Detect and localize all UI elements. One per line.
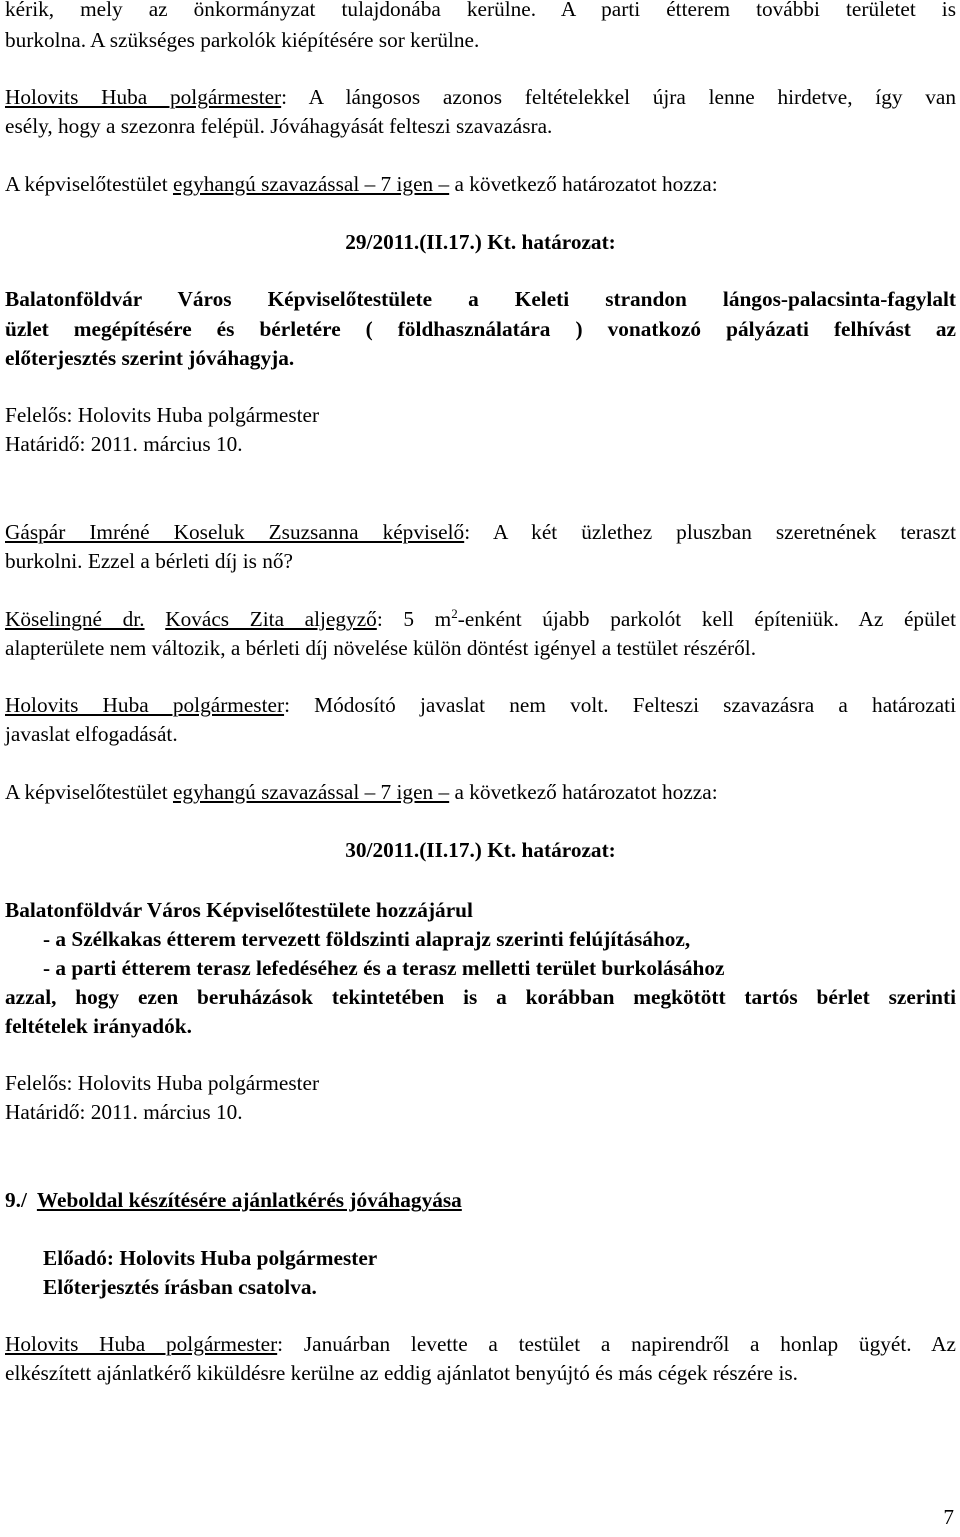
agenda-number: 9./ <box>5 1188 27 1212</box>
speech-text: : A lángosos azonos feltételekkel újra lenne hirdetve, így van <box>281 85 956 109</box>
resolution-title: 30/2011.(II.17.) Kt. határozat: <box>345 838 616 862</box>
paragraph-line: esély, hogy a szezonra felépül. Jóváhagyását felteszi szavazásra. <box>5 114 553 138</box>
resolution-text: azzal, hogy ezen beruházások tekintetében is a korábban megkötött tartós bérlet szerinti <box>5 985 956 1009</box>
responsible-person: Felelős: Holovits Huba polgármester <box>5 403 320 427</box>
speech-text: : 5 m <box>376 607 452 631</box>
resolution-title: 29/2011.(II.17.) Kt. határozat: <box>345 230 616 254</box>
paragraph-line: elkészített ajánlatkérő kiküldésre kerülne az eddig ajánlatot benyújtó és más cégek részére is. <box>5 1361 798 1385</box>
paragraph-line: burkolna. A szükséges parkolók kiépítésére sor kerülne. <box>5 28 480 52</box>
speaker-name: Köselingné dr. <box>5 607 145 631</box>
speaker-name: Kovács Zita aljegyző <box>165 607 377 631</box>
speech-text: : Módosító javaslat nem volt. Felteszi szavazásra a határozati <box>284 693 956 717</box>
resolution-list-item: - a Szélkakas étterem tervezett földszinti alaprajz szerinti felújításához, <box>43 927 691 951</box>
vote-result: egyhangú szavazással – 7 igen – <box>172 172 450 196</box>
paragraph-line: alapterülete nem változik, a bérleti díj növelése külön döntést igényel a testület részéről. <box>5 636 757 660</box>
attachment-note: Előterjesztés írásban csatolva. <box>43 1275 317 1299</box>
speaker-name: Holovits Huba polgármester <box>5 693 285 717</box>
paragraph-line <box>5 84 956 110</box>
speech-text: : A két üzlethez pluszban szeretnének teraszt <box>464 520 956 544</box>
agenda-title: Weboldal készítésére ajánlatkérés jóváhagyása <box>36 1188 462 1212</box>
superscript: 2 <box>451 606 458 621</box>
speech-text: -enként újabb parkolót kell építeniük. Az épület <box>457 607 957 631</box>
speaker-name: Holovits Huba polgármester <box>5 1332 278 1356</box>
paragraph-line <box>5 606 956 632</box>
vote-suffix: a következő határozatot hozza: <box>449 780 718 804</box>
vote-suffix: a következő határozatot hozza: <box>449 172 718 196</box>
responsible-person: Felelős: Holovits Huba polgármester <box>5 1071 320 1095</box>
vote-prefix: A képviselőtestület <box>5 780 173 804</box>
speaker-name: Gáspár Imréné Koseluk Zsuzsanna képviselő <box>5 520 465 544</box>
paragraph-line: burkolni. Ezzel a bérleti díj is nő? <box>5 549 294 573</box>
agenda-heading <box>5 1187 956 1213</box>
paragraph-line: kérik, mely az önkormányzat tulajdonába kerülne. A parti étterem további területet is <box>5 0 956 21</box>
speech-text: : Januárban levette a testület a napirendről a honlap ügyét. Az <box>277 1332 956 1356</box>
vote-statement <box>5 779 956 805</box>
deadline: Határidő: 2011. március 10. <box>5 1100 243 1124</box>
deadline: Határidő: 2011. március 10. <box>5 432 243 456</box>
resolution-text: előterjesztés szerint jóváhagyja. <box>5 346 295 370</box>
vote-prefix: A képviselőtestület <box>5 172 173 196</box>
resolution-text: feltételek irányadók. <box>5 1014 192 1038</box>
resolution-text: Balatonföldvár Város Képviselőtestülete hozzájárul <box>5 898 473 922</box>
paragraph-line <box>5 519 956 545</box>
paragraph-line <box>5 1331 956 1357</box>
paragraph-line <box>5 692 956 718</box>
resolution-text: Balatonföldvár Város Képviselőtestülete a Keleti strandon lángos-palacsinta-fagylalt <box>5 287 956 311</box>
presenter: Előadó: Holovits Huba polgármester <box>43 1246 378 1270</box>
paragraph-line: javaslat elfogadását. <box>5 722 178 746</box>
vote-statement <box>5 171 956 197</box>
page-number: 7 <box>943 1505 954 1529</box>
resolution-text: üzlet megépítésére és bérletére ( földhasználatára ) vonatkozó pályázati felhívást az <box>5 317 956 341</box>
resolution-list-item: - a parti étterem terasz lefedéséhez és a terasz melletti terület burkolásához <box>43 956 725 980</box>
vote-result: egyhangú szavazással – 7 igen – <box>172 780 450 804</box>
speaker-name: Holovits Huba polgármester <box>5 85 282 109</box>
